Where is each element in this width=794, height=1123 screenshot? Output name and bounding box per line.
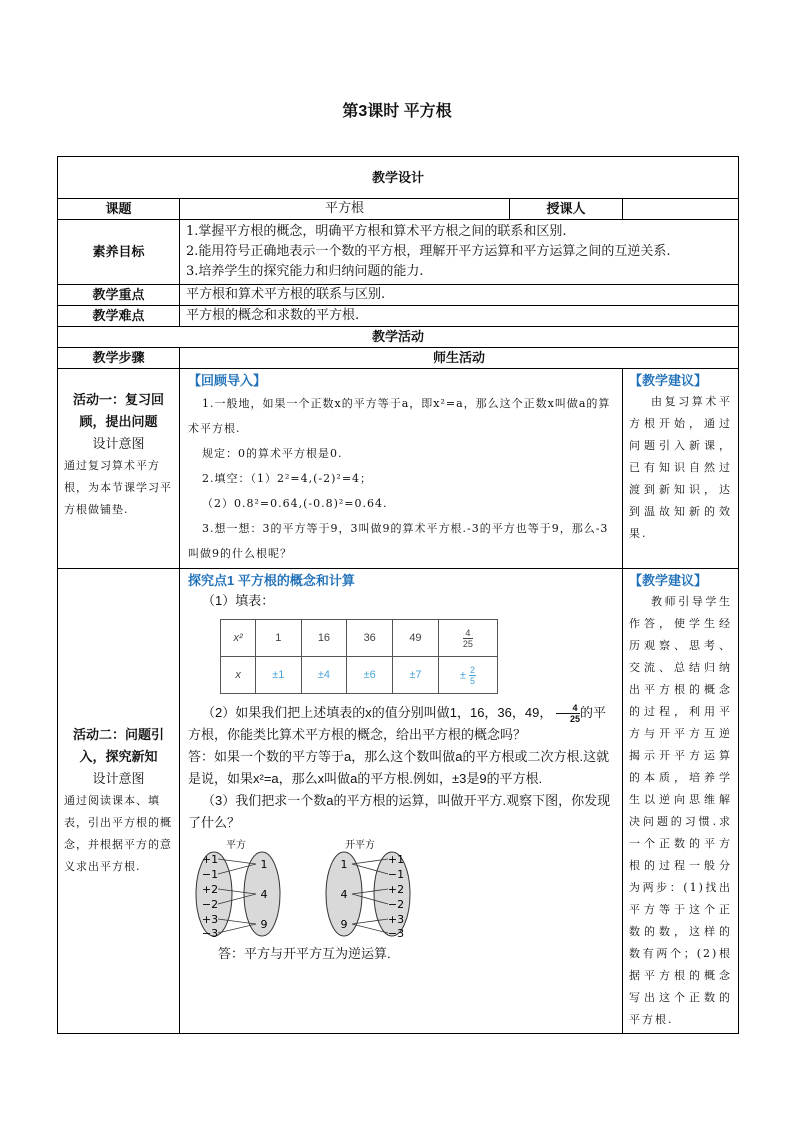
goals-content xyxy=(180,220,739,285)
diagram-value: +2 xyxy=(201,883,219,897)
steps-header: 教学步骤 xyxy=(58,348,180,369)
frac-den: 5 xyxy=(469,675,475,686)
fill-cell: ±4 xyxy=(301,657,347,694)
diagram-left-title: 平方 xyxy=(226,840,246,852)
activity1-design-text: 通过复习算术平方根，为本节课学习平方根做铺垫. xyxy=(64,459,172,516)
diagram-right-title: 开平方 xyxy=(345,840,375,852)
fill-cell: 36 xyxy=(347,620,393,657)
topic-label: 课题 xyxy=(58,199,180,220)
question-2-before: （2）如果我们把上述填表的x的值分别叫做1，16，36，49， xyxy=(202,705,553,720)
activity1-line: （2）0.8²=0.64,(-0.8)²=0.64. xyxy=(202,497,388,510)
diagram-value: 1 xyxy=(340,858,348,872)
fill-cell: 49 xyxy=(393,620,439,657)
diagram-value: +2 xyxy=(387,883,405,897)
activity1-content xyxy=(180,369,623,569)
fill-cell: x² xyxy=(221,620,256,657)
key-point-value: 平方根和算术平方根的联系与区别. xyxy=(180,285,739,306)
activity2-name: 活动二：问题引入，探究新知 xyxy=(72,727,164,764)
suggestion-tag: 【教学建议】 xyxy=(629,373,708,388)
answer-2: 答：如果一个数的平方等于a，那么这个数叫做a的平方根或二次方根.这就是说，如果x²=a，那么x叫做a的平方根.例如，±3是9的平方根. xyxy=(188,749,610,787)
activity1-design-label: 设计意图 xyxy=(92,436,145,451)
goal-item: 2.能用符号正确地表示一个数的平方根，理解开平方运算和平方运算之间的互逆关系. xyxy=(186,244,671,259)
diagram-value: −3 xyxy=(201,927,219,939)
diagram-value: −2 xyxy=(387,898,405,912)
goals-label: 素养目标 xyxy=(58,220,180,285)
activity-header: 师生活动 xyxy=(180,348,739,369)
frac-den: 25 xyxy=(462,638,473,649)
fill-label: （1）填表： xyxy=(202,593,275,608)
diagram-value: 9 xyxy=(260,918,268,932)
final-answer: 答：平方与开平方互为逆运算. xyxy=(218,946,391,962)
diagram-value: 4 xyxy=(260,888,268,902)
diagram-value: +1 xyxy=(387,853,405,867)
diagram-value: +1 xyxy=(201,853,219,867)
fill-cell-fraction xyxy=(438,657,497,694)
fill-cell: x xyxy=(221,657,256,694)
frac-num: 4 xyxy=(463,628,473,639)
suggestion-text: 由复习算术平方根开始，通过问题引入新课，已有知识自然过渡到新知识，达到温故知新的效果. xyxy=(629,395,733,540)
activity2-content xyxy=(180,569,623,1034)
teacher-value xyxy=(623,199,739,220)
diagram-value: 4 xyxy=(340,888,348,902)
fill-cell: ±6 xyxy=(347,657,393,694)
activity2-left xyxy=(58,569,180,1034)
diagram-value: 1 xyxy=(260,858,268,872)
diagram-value: −3 xyxy=(387,927,405,939)
activity1-left xyxy=(58,369,180,569)
lesson-plan-table xyxy=(57,156,739,1034)
activity2-suggestion xyxy=(623,569,739,1034)
fill-cell-fraction xyxy=(438,620,497,657)
activity1-line: 规定：0的算术平方根是0. xyxy=(202,447,343,460)
goal-item: 1.掌握平方根的概念，明确平方根和算术平方根之间的联系和区别. xyxy=(186,224,567,239)
diagram-value: −1 xyxy=(387,868,405,882)
frac-sign: ± xyxy=(459,668,466,681)
frac-den: 25 xyxy=(569,714,580,725)
activity2-design-text: 通过阅读课本、填表，引出平方根的概念，并根据平方的意义求出平方根. xyxy=(64,794,172,873)
activities-header: 教学活动 xyxy=(58,327,739,348)
activity2-design-label: 设计意图 xyxy=(92,771,145,786)
explore-tag: 探究点1 平方根的概念和计算 xyxy=(188,573,355,588)
activity1-line: 3.想一想：3的平方等于9，3叫做9的算术平方根.-3的平方也等于9，那么-3叫做9的什么根呢？ xyxy=(188,522,609,560)
diagram-value: −2 xyxy=(201,898,219,912)
fill-cell: 1 xyxy=(256,620,301,657)
activity1-name: 活动一：复习回顾，提出问题 xyxy=(72,392,164,429)
activity1-line: 2.填空：（1）2²=4,(-2)²=4； xyxy=(202,472,373,485)
fill-cell: 16 xyxy=(301,620,347,657)
diagram-value: +3 xyxy=(201,913,219,927)
goal-item: 3.培养学生的探究能力和归纳问题的能力. xyxy=(186,264,424,279)
key-point-label: 教学重点 xyxy=(58,285,180,306)
activity1-line: 1.一般地，如果一个正数x的平方等于a，即x²=a，那么这个正数x叫做a的算术平方根. xyxy=(188,397,611,435)
frac-num: 2 xyxy=(469,664,475,675)
question-2 xyxy=(188,702,614,746)
fill-table xyxy=(220,619,498,694)
diagram-value: −1 xyxy=(201,868,219,882)
teacher-label: 授课人 xyxy=(510,199,623,220)
difficulty-label: 教学难点 xyxy=(58,306,180,327)
suggestion-text: 教师引导学生作答，使学生经历观察、思考、交流、总结归纳出平方根的概念的过程，利用平方与开平方互逆揭示开平方运算的本质，培养学生以逆向思维解决问题的习惯.求一个正数的平方根的过程一般分为两步：(1)找出平方等于这个正数的数，这样的数有两个；(2)根据平方根的概念写出这个正数的平方根. xyxy=(629,595,733,1026)
fill-cell: ±1 xyxy=(256,657,301,694)
diagram-value: 9 xyxy=(340,918,348,932)
design-title: 教学设计 xyxy=(58,157,739,199)
review-tag: 【回顾导入】 xyxy=(188,373,267,388)
suggestion-tag: 【教学建议】 xyxy=(629,573,708,588)
page-title: 第3课时 平方根 xyxy=(342,103,452,120)
topic-value: 平方根 xyxy=(180,199,510,220)
fill-cell: ±7 xyxy=(393,657,439,694)
difficulty-value: 平方根的概念和求数的平方根. xyxy=(180,306,739,327)
frac-num: 4 xyxy=(556,703,580,714)
diagram-value: +3 xyxy=(387,913,405,927)
activity1-suggestion xyxy=(623,369,739,569)
mapping-diagram xyxy=(192,838,502,938)
question-2-after: 的平方根，你能类比算术平方根的概念，给出平方根的概念吗？ xyxy=(188,705,606,743)
question-3: （3）我们把求一个数a的平方根的运算，叫做开平方.观察下图，你发现了什么？ xyxy=(188,793,611,831)
